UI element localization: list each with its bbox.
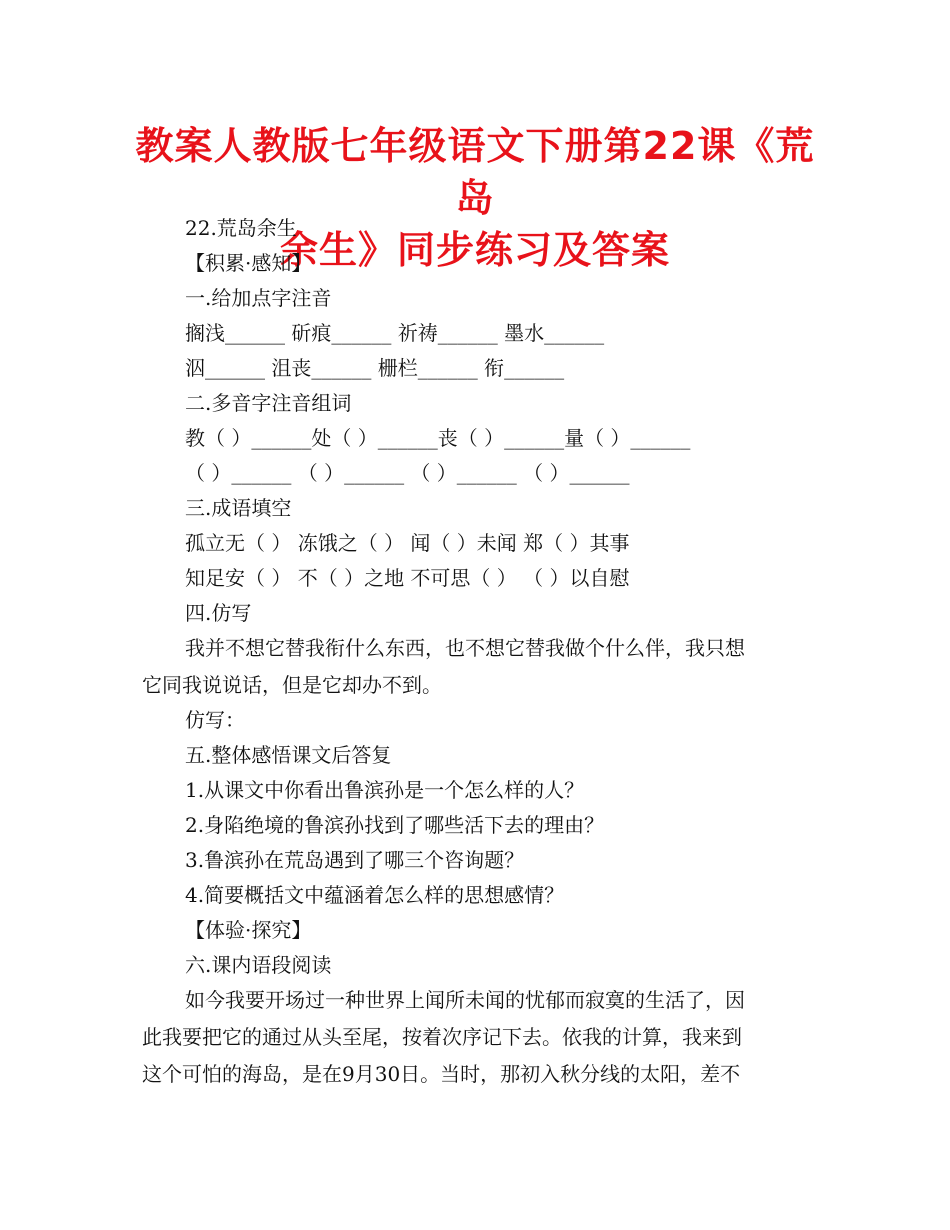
title-line-1: 教案人教版七年级语文下册第22课《荒岛 — [135, 124, 815, 220]
question-heading-2: 二.多音字注音组词 — [185, 391, 352, 415]
exercise-line: （ ）______ （ ）______ （ ）______ （ ）______ — [185, 461, 630, 485]
lesson-heading: 22.荒岛余生 — [185, 216, 297, 240]
exercise-line: 搁浅______ 斫痕______ 祈祷______ 墨水______ — [185, 321, 605, 345]
question-item: 2.身陷绝境的鲁滨孙找到了哪些活下去的理由？ — [185, 813, 605, 837]
question-heading-3: 三.成语填空 — [185, 496, 292, 520]
section-heading-accumulate: 【积累·感知】 — [185, 251, 312, 275]
paragraph-line: 它同我说说话，但是它却办不到。 — [142, 673, 442, 697]
question-heading-4: 四.仿写 — [185, 601, 252, 625]
question-heading-1: 一.给加点字注音 — [185, 286, 332, 310]
title-line-2: 余生》同步练习及答案 — [279, 228, 670, 272]
exercise-line: 孤立无（ ） 冻饿之（ ） 闻（ ）未闻 郑（ ）其事 — [185, 531, 630, 555]
question-item: 1.从课文中你看出鲁滨孙是一个怎么样的人？ — [185, 778, 585, 802]
question-heading-6: 六.课内语段阅读 — [185, 953, 332, 977]
exercise-line: 知足安（ ） 不（ ）之地 不可思（ ） （ ）以自慰 — [185, 566, 630, 590]
paragraph-line: 我并不想它替我衔什么东西，也不想它替我做个什么伴，我只想 — [185, 636, 745, 660]
paragraph-line: 这个可怕的海岛，是在9月30日。当时，那初入秋分线的太阳，差不 — [142, 1062, 741, 1086]
paragraph-line: 如今我要开场过一种世界上闻所未闻的忧郁而寂寞的生活了，因 — [185, 988, 745, 1012]
question-item: 4.简要概括文中蕴涵着怎么样的思想感情？ — [185, 883, 565, 907]
section-heading-explore: 【体验·探究】 — [185, 918, 312, 942]
paragraph-line: 此我要把它的通过从头至尾，按着次序记下去。依我的计算，我来到 — [142, 1025, 742, 1049]
question-heading-5: 五.整体感悟课文后答复 — [185, 743, 392, 767]
imitation-label: 仿写： — [185, 708, 245, 732]
exercise-line: 泅______ 沮丧______ 栅栏______ 衔______ — [185, 356, 565, 380]
exercise-line: 教（ ）______处（ ）______丧（ ）______量（ ）______ — [185, 426, 691, 450]
question-item: 3.鲁滨孙在荒岛遇到了哪三个咨询题？ — [185, 848, 525, 872]
